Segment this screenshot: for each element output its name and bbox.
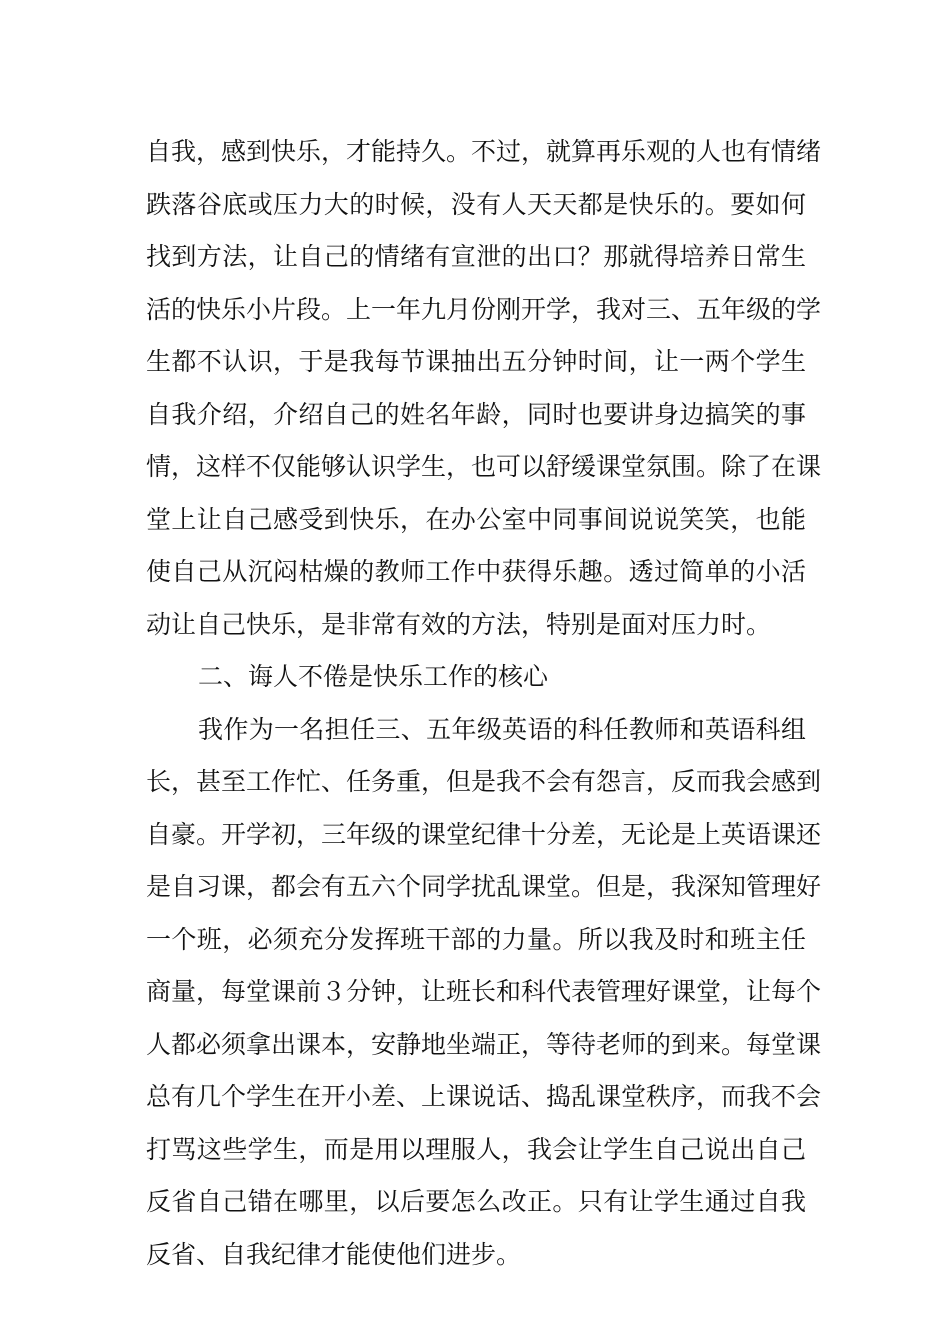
paragraph-1-line: 找到方法，让自己的情绪有宣泄的出口？那就得培养日常生	[146, 242, 806, 271]
paragraph-1-line: 跌落谷底或压力大的时候，没有人天天都是快乐的。要如何	[146, 189, 806, 219]
paragraph-1-line: 生都不认识，于是我每节课抽出五分钟时间，让一两个学生	[146, 347, 806, 376]
paragraph-2-line: 反省、自我纪律才能使他们进步。	[146, 1239, 522, 1269]
paragraph-1-line: 动让自己快乐，是非常有效的方法，特别是面对压力时。	[146, 609, 772, 639]
section-heading: 二、诲人不倦是快乐工作的核心	[198, 662, 549, 691]
paragraph-2-line: 总有几个学生在开小差、上课说话、捣乱课堂秩序，而我不会	[146, 1082, 822, 1111]
paragraph-2-line: 打骂这些学生，而是用以理服人，我会让学生自己说出自己	[146, 1134, 806, 1164]
paragraph-1-line: 情，这样不仅能够认识学生，也可以舒缓课堂氛围。除了在课	[146, 452, 822, 481]
paragraph-2-line: 自豪。开学初，三年级的课堂纪律十分差，无论是上英语课还	[146, 819, 822, 849]
paragraph-1-line: 活的快乐小片段。上一年九月份刚开学，我对三、五年级的学	[146, 294, 822, 324]
paragraph-2-line: 反省自己错在哪里，以后要怎么改正。只有让学生通过自我	[146, 1187, 806, 1216]
paragraph-1-line: 自我介绍，介绍自己的姓名年龄，同时也要讲身边搞笑的事	[146, 399, 806, 429]
paragraph-2-line: 人都必须拿出课本，安静地坐端正，等待老师的到来。每堂课	[146, 1029, 822, 1059]
paragraph-1-line: 使自己从沉闷枯燥的教师工作中获得乐趣。透过简单的小活	[146, 557, 806, 586]
paragraph-2-line: 是自习课，都会有五六个同学扰乱课堂。但是，我深知管理好	[146, 872, 822, 901]
paragraph-2-line: 一个班，必须充分发挥班干部的力量。所以我及时和班主任	[146, 924, 806, 954]
paragraph-2-line: 商量，每堂课前３分钟，让班长和科代表管理好课堂，让每个	[146, 977, 822, 1006]
paragraph-1-line: 自我，感到快乐，才能持久。不过，就算再乐观的人也有情绪	[146, 137, 822, 166]
document-body	[146, 126, 822, 1281]
paragraph-2-line: 长，甚至工作忙、任务重，但是我不会有怨言，反而我会感到	[146, 767, 822, 796]
paragraph-2-line: 我作为一名担任三、五年级英语的科任教师和英语科组	[198, 714, 806, 744]
paragraph-1-line: 堂上让自己感受到快乐，在办公室中同事间说说笑笑，也能	[146, 504, 806, 534]
